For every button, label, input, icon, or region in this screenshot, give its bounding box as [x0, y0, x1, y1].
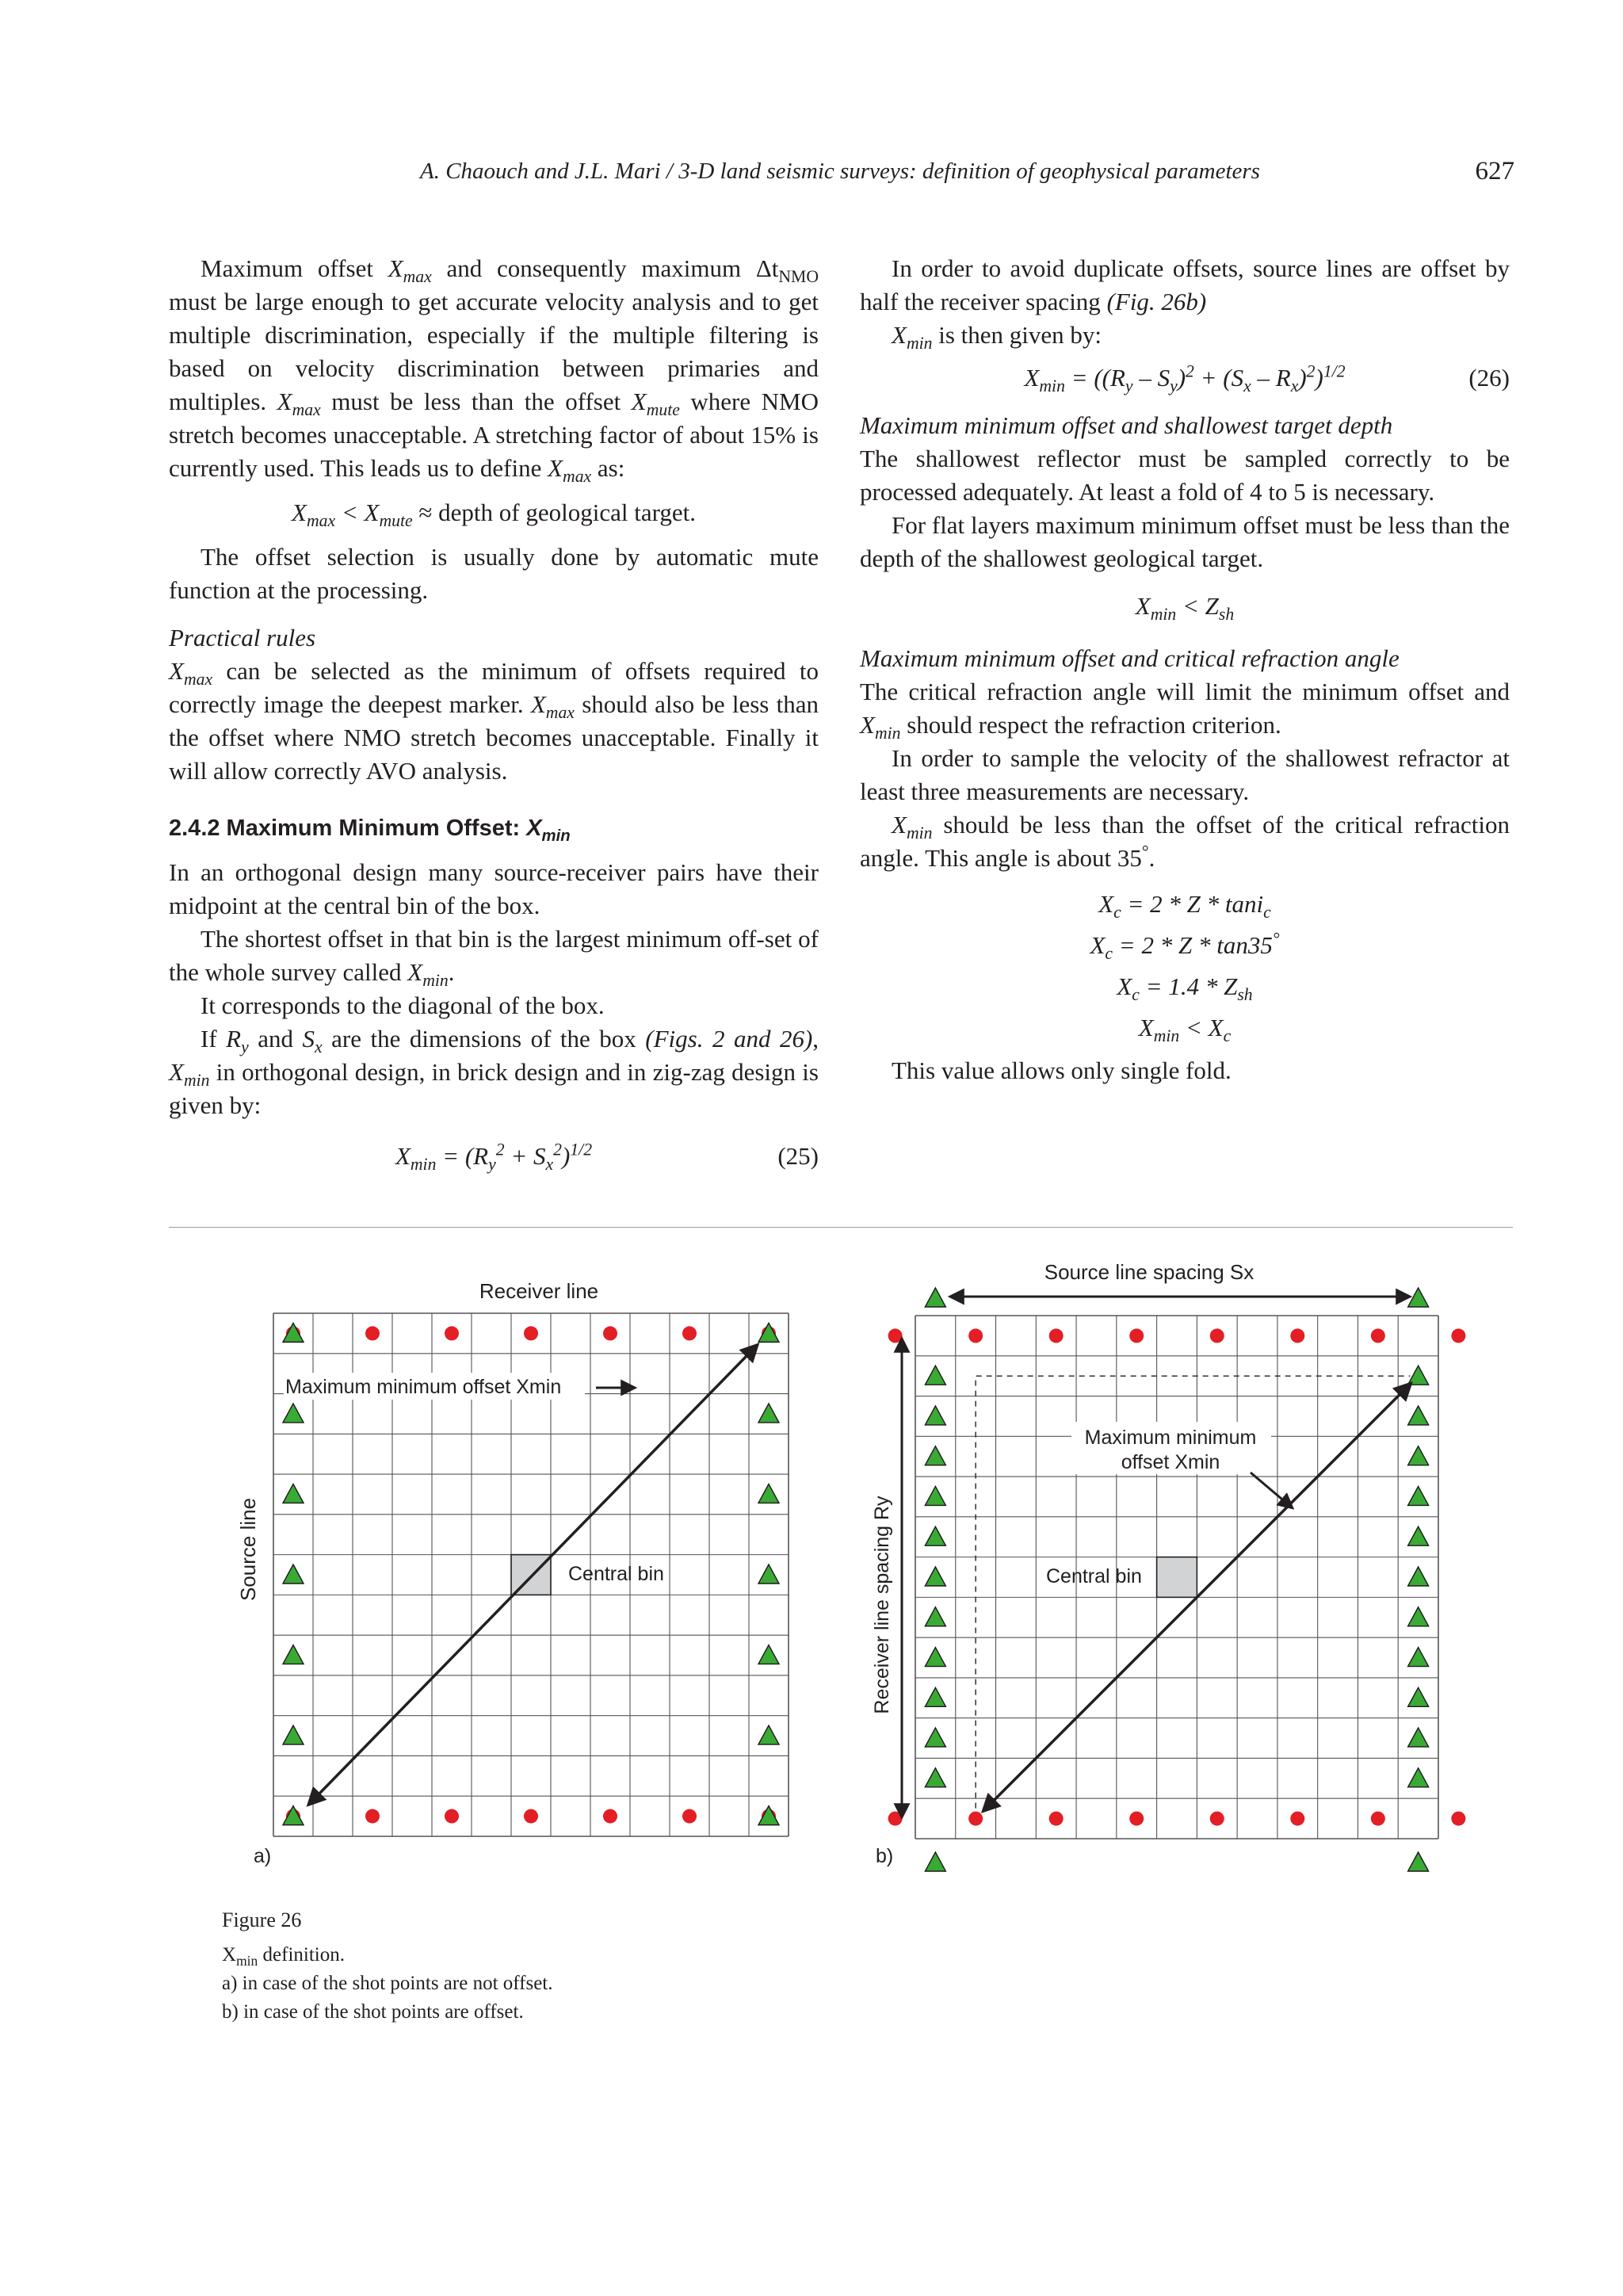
panel-b [888, 1288, 1466, 1871]
panel-label-a: a) [254, 1845, 272, 1867]
subheading-practical-rules: Practical rules [169, 624, 316, 651]
paragraph-box-dimensions: If $R_y$ and $S_x$ are the dimensions of the box (Figs. 2 and 26), $X_{min}$ in orthogonal design, in brick design and in zig-zag design is given by: [169, 1025, 819, 1119]
source-triangle-icon [283, 1484, 304, 1503]
diagonal-offset-arrow [309, 1346, 757, 1805]
equation-xc-zsh: $X_c = 1.4 * Z_{sh}$ [1117, 972, 1253, 1005]
source-triangle-icon [925, 1852, 945, 1871]
source-triangle-icon [1408, 1366, 1429, 1385]
paragraph-critical-angle: The critical refraction angle will limit the minimum offset and $X_{min}$ should respect the refraction criterion. [860, 678, 1510, 743]
paragraph-duplicate-offsets: In order to avoid duplicate offsets, source lines are offset by half the receiver spacing (Fig. 26b) [860, 254, 1510, 315]
receiver-dot-icon [1129, 1328, 1144, 1343]
receiver-dot-icon [1371, 1812, 1385, 1826]
equation-number-26: (26) [1468, 364, 1510, 392]
equation-xmin-zsh: $X_{min} < Z_{sh}$ [1135, 592, 1235, 625]
source-triangle-icon [925, 1486, 945, 1505]
source-triangle-icon [1408, 1288, 1429, 1307]
label-max-min-offset-a: Maximum minimum offset Xmin [285, 1376, 562, 1398]
paragraph-offset-selection: The offset selection is usually done by automatic mute function at the processing. [169, 543, 819, 604]
paragraph-orthogonal-design: In an orthogonal design many source-receiver pairs have their midpoint at the central bin of the box. [169, 858, 819, 919]
figure-caption [222, 1906, 552, 2027]
receiver-dot-icon [524, 1809, 538, 1824]
figure-26-svg [0, 1236, 1623, 1902]
panel-label-b: b) [876, 1845, 894, 1867]
equation-xmax: $X_{max} < X_{mute}$ ≈ depth of geological target. [292, 499, 696, 531]
source-triangle-icon [1408, 1526, 1429, 1545]
receiver-dot-icon [445, 1326, 459, 1340]
source-triangle-icon [925, 1366, 945, 1385]
source-triangle-icon [1408, 1446, 1429, 1465]
source-triangle-icon [925, 1728, 945, 1747]
receiver-dot-icon [1451, 1328, 1465, 1343]
source-triangle-icon [1408, 1768, 1429, 1787]
source-triangle-icon [758, 1806, 779, 1825]
paragraph-shallowest-reflector: The shallowest reflector must be sampled correctly to be processed adequately. At least a fold of 4 to 5 is necessary. [860, 445, 1510, 506]
paragraph-refractor-velocity: In order to sample the velocity of the shallowest refractor at least three measurements are necessary. [860, 744, 1510, 805]
source-triangle-icon [283, 1404, 304, 1423]
source-triangle-icon [925, 1607, 945, 1626]
source-triangle-icon [283, 1645, 304, 1664]
source-triangle-icon [1408, 1648, 1429, 1667]
paragraph-diagonal: It corresponds to the diagonal of the box. [200, 991, 605, 1019]
paragraph-shortest-offset: The shortest offset in that bin is the largest minimum off-set of the whole survey called $X_{min}$. [169, 925, 819, 991]
receiver-dot-icon [603, 1809, 617, 1824]
subheading-critical-refraction: Maximum minimum offset and critical refraction angle [860, 644, 1400, 672]
source-triangle-icon [1408, 1728, 1429, 1747]
paragraph-refraction-offset: $X_{min}$ should be less than the offset of the critical refraction angle. This angle is about 35°. [860, 811, 1510, 872]
source-triangle-icon [925, 1406, 945, 1425]
source-triangle-icon [758, 1404, 779, 1423]
source-triangle-icon [283, 1806, 304, 1825]
source-triangle-icon [925, 1288, 945, 1307]
caption-line-2: a) in case of the shot points are not offset. [222, 1973, 553, 1994]
source-triangle-icon [925, 1648, 945, 1667]
receiver-dot-icon [1451, 1812, 1465, 1826]
left-column [169, 252, 819, 1181]
figure-separator [169, 1227, 1513, 1228]
receiver-dot-icon [1210, 1812, 1224, 1826]
label-source-spacing: Source line spacing Sx [1044, 1260, 1254, 1284]
source-triangle-icon [283, 1725, 304, 1744]
source-triangle-icon [758, 1725, 779, 1744]
central-bin [1157, 1557, 1197, 1598]
right-column [860, 252, 1510, 1087]
source-triangle-icon [283, 1323, 304, 1342]
source-triangle-icon [925, 1526, 945, 1545]
caption-title: Figure 26 [222, 1908, 302, 1931]
receiver-dot-icon [365, 1326, 380, 1340]
receiver-dot-icon [968, 1812, 983, 1826]
source-triangle-icon [758, 1323, 779, 1342]
equation-xmin-xc: $X_{min} < X_c$ [1138, 1014, 1232, 1046]
receiver-dot-icon [888, 1812, 903, 1826]
equation-xc-tan35: $X_c = 2 * Z * \tan 35^\circ$ [1090, 929, 1280, 964]
page-number: 627 [1475, 157, 1514, 185]
equation-25: $X_{min} = (R_y^2 + S_x^2)^{1/2}$ (25) [395, 1140, 819, 1175]
paragraph-flat-layers: For flat layers maximum minimum offset must be less than the depth of the shallowest geological target. [860, 511, 1510, 572]
paragraph-single-fold: This value allows only single fold. [892, 1056, 1232, 1084]
receiver-dot-icon [524, 1326, 538, 1340]
caption-line-3: b) in case of the shot points are offset. [222, 2001, 524, 2023]
receiver-dot-icon [888, 1328, 903, 1343]
equation-xc-tan: $X_c = 2 * Z * \tan i_c$ [1098, 890, 1271, 923]
source-triangle-icon [283, 1564, 304, 1584]
source-triangle-icon [758, 1645, 779, 1664]
source-triangle-icon [925, 1446, 945, 1465]
source-triangle-icon [758, 1484, 779, 1503]
receiver-dot-icon [1371, 1328, 1385, 1343]
source-triangle-icon [1408, 1852, 1429, 1871]
source-triangle-icon [1408, 1607, 1429, 1626]
source-triangle-icon [1408, 1567, 1429, 1586]
receiver-dot-icon [1290, 1328, 1304, 1343]
receiver-dot-icon [968, 1328, 983, 1343]
source-triangle-icon [925, 1768, 945, 1787]
receiver-dot-icon [365, 1809, 380, 1824]
source-triangle-icon [1408, 1406, 1429, 1425]
source-triangle-icon [1408, 1486, 1429, 1505]
label-source-line: Source line [236, 1497, 260, 1602]
label-receiver-spacing: Receiver line spacing Ry [871, 1496, 893, 1714]
caption-line-1: $X_{min}$ definition. [222, 1944, 346, 1969]
receiver-dot-icon [1049, 1812, 1064, 1826]
arrow-pointer-b [1251, 1473, 1292, 1507]
source-triangle-icon [925, 1567, 945, 1586]
receiver-dot-icon [603, 1326, 617, 1340]
receiver-dot-icon [1210, 1328, 1224, 1343]
label-central-bin-a: Central bin [568, 1563, 664, 1585]
section-heading-2-4-2: 2.4.2 Maximum Minimum Offset: $X_{min}$ [169, 816, 571, 845]
equation-26: $X_{min} = ((R_y - S_y)^2 + (S_x - R_x)^2)^{1/2}$ (26) [1024, 361, 1510, 396]
running-header: A. Chaouch and J.L. Mari / 3-D land seismic surveys: definition of geophysical parameters [420, 159, 1260, 184]
subheading-shallowest-target: Maximum minimum offset and shallowest target depth [860, 411, 1393, 439]
equation-number-25: (25) [777, 1142, 819, 1170]
label-receiver-line: Receiver line [479, 1279, 599, 1303]
receiver-dot-icon [682, 1326, 697, 1340]
paragraph-practical-rules: $X_{max}$ can be selected as the minimum of offsets required to correctly image the deepest marker. $X_{max}$ should also be less than the offset where NMO stretch becomes unacceptable. Finally it will allow correctly AVO analysis. [169, 657, 819, 785]
label-central-bin-b: Central bin [1046, 1565, 1142, 1587]
source-triangle-icon [758, 1564, 779, 1584]
source-triangle-icon [925, 1687, 945, 1706]
receiver-dot-icon [1290, 1812, 1304, 1826]
label-max-min-offset-b-line2: offset Xmin [1121, 1451, 1220, 1473]
source-triangle-icon [1408, 1687, 1429, 1706]
paragraph-xmax-intro: Maximum offset $X_{max}$ and consequently maximum $\Delta t_{NMO}$ must be large enough to get accurate velocity analysis and to get multiple discrimination, especially if the multiple filtering is based on velocity discrimination between primaries and multiples. $X_{max}$ must be less than the offset $X_{mute}$ where NMO stretch becomes unacceptable. A stretching factor of about 15% is currently used. This leads us to define $X_{max}$ as: [169, 254, 819, 487]
paragraph-xmin-given: $X_{min}$ is then given by: [892, 321, 1102, 353]
receiver-dot-icon [682, 1809, 697, 1824]
receiver-dot-icon [1129, 1812, 1144, 1826]
receiver-dot-icon [445, 1809, 459, 1824]
label-max-min-offset-b-line1: Maximum minimum [1084, 1427, 1257, 1449]
receiver-dot-icon [1049, 1328, 1064, 1343]
